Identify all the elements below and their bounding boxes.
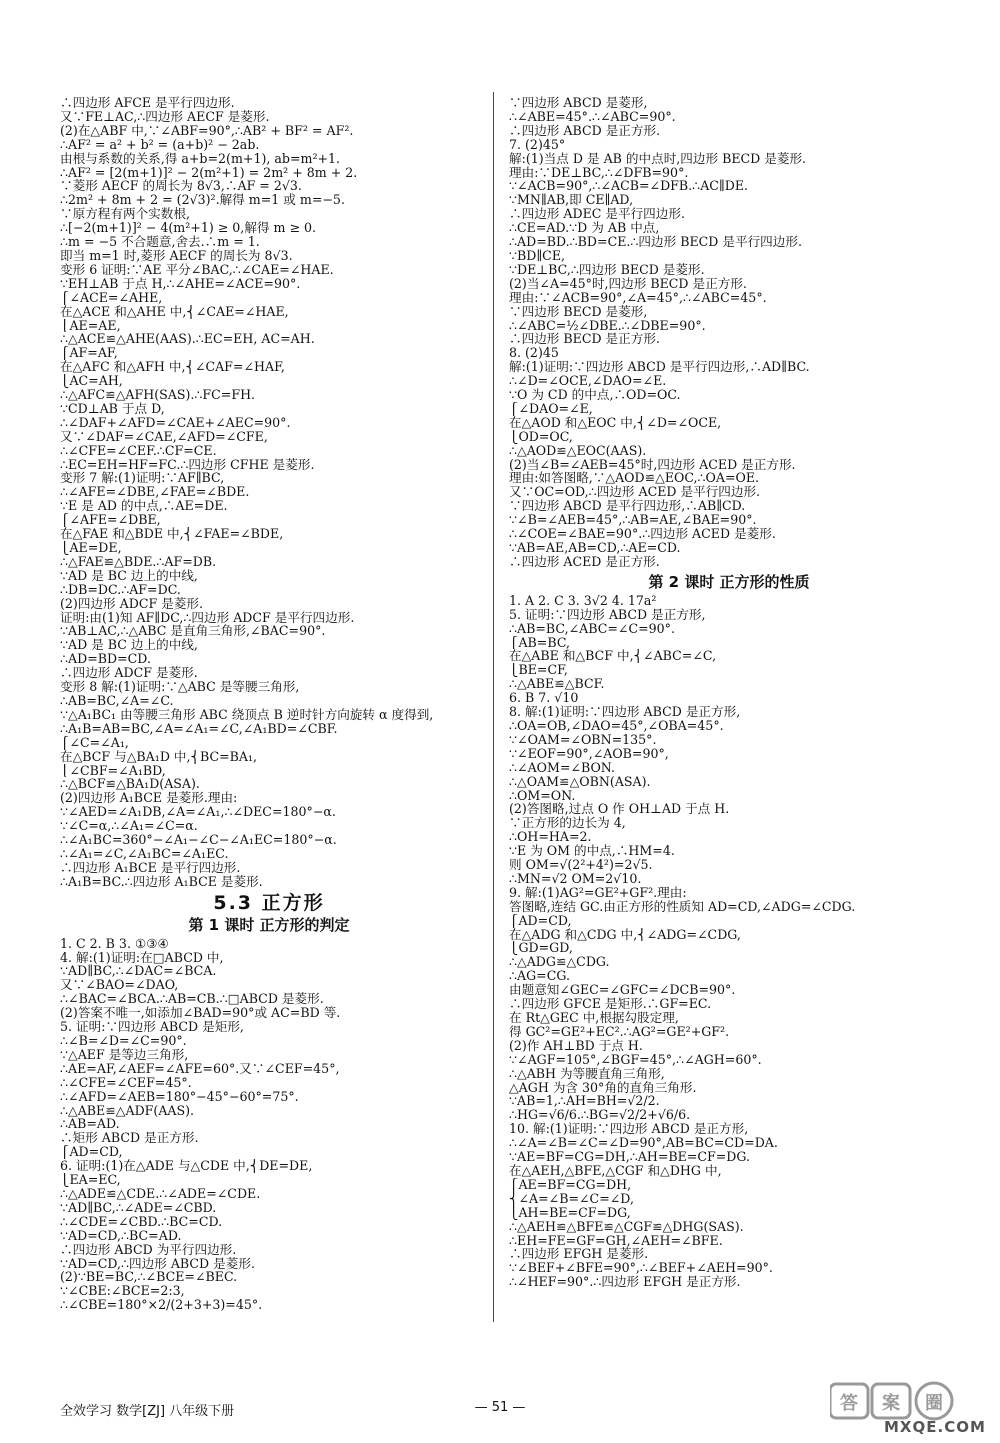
solution-line: ∵正方形的边长为 4, xyxy=(509,816,626,831)
solution-line: ∴2m² + 8m + 2 = (2√3)².解得 m=1 或 m=−5. xyxy=(60,193,345,208)
footer-book-title: 全效学习 数学[ZJ] 八年级下册 xyxy=(60,1404,235,1419)
watermark-char: 答 xyxy=(840,1393,858,1414)
solution-line: ∵菱形 AECF 的周长为 8√3,∴AF = 2√3. xyxy=(60,179,302,194)
solution-line: ∴△AFC≌△AFH(SAS).∴FC=FH. xyxy=(60,388,256,402)
solution-line: 理由:∵∠ACB=90°,∠A=45°,∴∠ABC=45°. xyxy=(509,290,767,305)
solution-line: 变形 8 解:(1)证明:∵△ABC 是等腰三角形, xyxy=(60,680,300,694)
solution-line: ∴四边形 AFCE 是平行四边形. xyxy=(60,96,235,110)
lesson-2-title: 第 2 课时 正方形的性质 xyxy=(648,572,810,591)
solution-line: 由根与系数的关系,得 a+b=2(m+1), ab=m²+1. xyxy=(60,151,341,166)
solution-line: 理由:∵DE⊥BC,∴∠DFB=90°. xyxy=(509,165,689,180)
solution-line: ∴矩形 ABCD 是正方形. xyxy=(60,1131,199,1146)
solution-line: ∴△ABE≌△BCF. xyxy=(509,677,605,692)
solution-line: ∴∠A₁=∠C,∠A₁BC=∠A₁EC. xyxy=(60,846,229,861)
solution-line: 6. 证明:(1)在△ADE 与△CDE 中,⎨DE=DE, xyxy=(60,1159,313,1174)
right-solutions-a xyxy=(509,96,949,569)
solution-line: ∴△AOD≌△EOC(AAS). xyxy=(509,443,647,458)
solution-line: ∵∠AGF=105°,∠BGF=45°,∴∠AGH=60°. xyxy=(509,1052,762,1067)
watermark-logo-chars xyxy=(840,1392,943,1414)
solution-line: ∵AB⊥AC,∴△ABC 是直角三角形,∠BAC=90°. xyxy=(60,624,326,639)
solution-line: (2)当∠B=∠AEB=45°时,四边形 ACED 是正方形. xyxy=(509,457,796,472)
solution-line: ∴△ACE≌△AHE(AAS).∴EC=EH, AC=AH. xyxy=(60,332,315,347)
solution-line: ∴DB=DC.∴AF=DC. xyxy=(60,582,181,597)
solution-line: 又∵∠BAO=∠DAO, xyxy=(60,978,179,993)
solution-line: ∴A₁B=BC.∴四边形 A₁BCE 是菱形. xyxy=(60,874,263,889)
solution-line: ⎩OD=OC, xyxy=(509,429,573,444)
solution-line: 在△AFC 和△AFH 中,⎨∠CAF=∠HAF, xyxy=(60,360,285,375)
footer-page-number: — 51 — xyxy=(474,1400,526,1415)
solution-line: ∴AF² = [2(m+1)]² − 2(m²+1) = 2m² + 8m + 2. xyxy=(60,165,358,180)
solution-line: ∵CD⊥AB 于点 D, xyxy=(60,401,165,416)
watermark-char: 案 xyxy=(882,1393,900,1414)
solution-line: 10. 解:(1)证明:∵四边形 ABCD 是正方形, xyxy=(509,1122,749,1137)
column-divider xyxy=(493,92,494,1322)
solution-line: ∴∠ABE=45°.∴∠ABC=90°. xyxy=(509,109,676,124)
solution-line: ∴A₁B=AB=BC,∠A=∠A₁=∠C,∠A₁BD=∠CBF. xyxy=(60,721,338,736)
solution-line: ∴四边形 ADEC 是平行四边形. xyxy=(509,207,685,222)
solution-line: ∴∠ABC=½∠DBE.∴∠DBE=90°. xyxy=(509,318,706,333)
solution-line: ⎧AD=CD, xyxy=(509,913,572,928)
solution-line: 8. 解:(1)证明:∵四边形 ABCD 是正方形, xyxy=(509,705,741,719)
solution-line: ∴CE=AD.∵D 为 AB 中点, xyxy=(509,221,660,236)
solution-line: ⎩AE=DE, xyxy=(60,541,122,555)
solution-line: ∵AD∥BC,∴∠DAC=∠BCA. xyxy=(60,964,217,979)
solution-line: ⎧AD=CD, xyxy=(60,1145,123,1160)
solution-line: 在△FAE 和△BDE 中,⎨∠FAE=∠BDE, xyxy=(60,527,284,541)
solution-line: 则 OM=√(2²+4²)=2√5. xyxy=(509,858,653,872)
solution-line: ⎧AE=BF=CG=DH, xyxy=(509,1177,632,1192)
solution-line: 变形 7 解:(1)证明:∵AF∥BC, xyxy=(60,471,225,486)
solution-line: ⎨∠A=∠B=∠C=∠D, xyxy=(509,1191,634,1206)
solution-line: 在△ABE 和△BCF 中,⎨∠ABC=∠C, xyxy=(509,649,717,664)
solution-line: ⎩AE=AE, xyxy=(60,318,121,333)
solution-line: ∴△ADE≌△CDE.∴∠ADE=∠CDE. xyxy=(60,1186,261,1201)
solution-line: 在△ACE 和△AHE 中,⎨∠CAE=∠HAE, xyxy=(60,304,289,319)
solution-line: ⎩BE=CF, xyxy=(509,663,568,678)
solution-line: ∵AB=1,∴AH=BH=√2/2. xyxy=(509,1094,660,1109)
solution-line: (2)四边形 ADCF 是菱形. xyxy=(60,596,203,611)
solution-line: ∵AE=BF=CG=DH,∴AH=BE=CF=DG. xyxy=(509,1150,751,1164)
solution-line: ∴AE=AF,∠AEF=∠AFE=60°.又∵∠CEF=45°, xyxy=(60,1061,340,1076)
solution-line: ∵四边形 BECD 是菱形, xyxy=(509,304,648,319)
solution-line: ∴四边形 ABCD 为平行四边形. xyxy=(60,1242,237,1257)
solution-line: ∴△OAM≌△OBN(ASA). xyxy=(509,774,651,789)
solution-line: ∴△ABH 为等腰直角三角形, xyxy=(509,1066,665,1081)
solution-line: △AGH 为含 30°角的直角三角形. xyxy=(509,1080,697,1095)
solution-line: ∴AG=CG. xyxy=(509,969,570,984)
solution-line: 在 Rt△GEC 中,根据勾股定理, xyxy=(509,1011,679,1025)
solution-line: 9. 解:(1)AG²=GE²+GF².理由: xyxy=(509,885,687,900)
solution-line: ∵BD∥CE, xyxy=(509,248,566,263)
solution-line: ∴AD=BD.∴BD=CE.∴四边形 BECD 是平行四边形. xyxy=(509,235,802,249)
solution-line: ∵∠ACB=90°,∴∠ACB=∠DFB.∴AC∥DE. xyxy=(509,179,749,194)
solution-line: (2)在△ABF 中,∵∠ABF=90°,∴AB² + BF² = AF². xyxy=(60,123,354,138)
solution-line: ⎧∠AFE=∠DBE, xyxy=(60,513,161,528)
solution-line: ∵O 为 CD 的中点,∴OD=OC. xyxy=(509,388,681,402)
solution-line: ⎧∠ACE=∠AHE, xyxy=(60,290,163,305)
solution-line: ⎧AF=AF, xyxy=(60,346,118,361)
solution-line: ∵∠OAM=∠OBN=135°. xyxy=(509,732,657,747)
solution-line: 4. 解:(1)证明:在□ABCD 中, xyxy=(60,950,224,965)
solution-line: 1. A 2. C 3. 3√2 4. 17a² xyxy=(509,593,657,608)
solution-line: ⎩AC=AH, xyxy=(60,374,123,389)
solution-line: ∴四边形 ACED 是正方形. xyxy=(509,554,660,569)
solution-line: ∴△ADG≌△CDG. xyxy=(509,955,610,970)
solution-line: ∴△AEH≌△BFE≌△CGF≌△DHG(SAS). xyxy=(509,1219,744,1234)
solution-line: 7. (2)45° xyxy=(509,137,566,152)
solution-line: 在△BCF 与△BA₁D 中,⎨BC=BA₁, xyxy=(60,749,258,764)
solution-line: ∴∠B=∠D=∠C=90°. xyxy=(60,1034,187,1048)
solution-line: ∴OH=HA=2. xyxy=(509,830,592,845)
watermark-url: MXQE.COM xyxy=(884,1418,986,1436)
solution-line: ∴∠COE=∠BAE=90°.∴四边形 ACED 是菱形. xyxy=(509,527,776,541)
solution-line: ⎩GD=GD, xyxy=(509,941,573,956)
solution-line: ∵∠AED=∠A₁DB,∠A=∠A₁,∴∠DEC=180°−α. xyxy=(60,805,336,820)
solution-line: 得 GC²=GE²+EC².∴AG²=GE²+GF². xyxy=(509,1024,730,1039)
solution-line: ⎩AH=BE=CF=DG, xyxy=(509,1205,631,1220)
solution-line: ∵∠C=α,∴∠A₁=∠C=α. xyxy=(60,819,198,834)
solution-line: 又∵OC=OD,∴四边形 ACED 是平行四边形. xyxy=(509,485,761,500)
lesson-1-solutions xyxy=(60,937,478,1312)
right-solutions-b xyxy=(509,594,949,1289)
solution-line: (2)作 AH⊥BD 于点 H. xyxy=(509,1038,643,1053)
solution-line: 答图略,连结 GC.由正方形的性质知 AD=CD,∠ADG=∠CDG. xyxy=(509,899,856,914)
section-title: 5.3 正方形 xyxy=(213,891,325,914)
solution-line: ∴∠HEF=90°.∴四边形 EFGH 是正方形. xyxy=(509,1275,741,1290)
solution-line: 5. 证明:∵四边形 ABCD 是正方形, xyxy=(509,607,706,622)
solution-line: ∵AB=AE,AB=CD,∴AE=CD. xyxy=(509,541,681,555)
solution-line: 在△AOD 和△EOC 中,⎨∠D=∠OCE, xyxy=(509,415,722,430)
solution-line: 又∵FE⊥AC,∴四边形 AECF 是菱形. xyxy=(60,109,270,124)
solution-line: (2)答案不唯一,如添加∠BAD=90°或 AC=BD 等. xyxy=(60,1006,341,1021)
solution-line: 6. B 7. √10 xyxy=(509,691,579,706)
solution-line: ∵E 是 AD 的中点,∴AE=DE. xyxy=(60,499,228,514)
solution-line: ∵AD∥BC,∴∠ADE=∠CBD. xyxy=(60,1200,217,1215)
solution-line: 解:(1)当点 D 是 AB 的中点时,四边形 BECD 是菱形. xyxy=(509,151,807,166)
solution-line: ∵∠B=∠AEB=45°,∴AB=AE,∠BAE=90°. xyxy=(509,513,757,528)
solution-line: ⎩∠CBF=∠A₁BD, xyxy=(60,763,166,778)
solution-line: ∴AD=BD=CD. xyxy=(60,652,151,667)
solution-line: 1. C 2. B 3. ①③④ xyxy=(60,936,169,951)
solution-line: ∴∠BAC=∠BCA.∴AB=CB.∴□ABCD 是菱形. xyxy=(60,992,324,1007)
solution-line: ∵∠EOF=90°,∠AOB=90°, xyxy=(509,746,669,761)
solution-line: ∴四边形 BECD 是正方形. xyxy=(509,332,660,347)
solution-line: ∵原方程有两个实数根, xyxy=(60,207,190,222)
solution-line: ∴△FAE≌△BDE.∴AF=DB. xyxy=(60,554,217,569)
solution-line: ⎧∠DAO=∠E, xyxy=(509,401,593,416)
solution-line: ∴OM=ON. xyxy=(509,788,576,803)
solution-line: ∵△A₁BC₁ 由等腰三角形 ABC 绕顶点 B 逆时针方向旋转 α 度得到, xyxy=(60,707,434,722)
solution-line: 8. (2)45 xyxy=(509,346,559,361)
solution-line: ∴[−2(m+1)]² − 4(m²+1) ≥ 0,解得 m ≥ 0. xyxy=(60,221,317,236)
solution-line: ∴m = −5 不合题意,舍去.∴m = 1. xyxy=(60,235,260,249)
solution-line: 即当 m=1 时,菱形 AECF 的周长为 8√3. xyxy=(60,248,293,263)
solution-line: ⎧∠C=∠A₁, xyxy=(60,735,129,750)
solution-line: ⎩EA=EC, xyxy=(60,1173,121,1187)
solution-line: ∵DE⊥BC,∴四边形 BECD 是菱形. xyxy=(509,262,705,277)
solution-line: ∴EC=EH=HF=FC.∴四边形 CFHE 是菱形. xyxy=(60,457,315,472)
solution-line: (2)四边形 A₁BCE 是菱形.理由: xyxy=(60,791,238,806)
solution-line: ∵EH⊥AB 于点 H,∴∠AHE=∠ACE=90°. xyxy=(60,276,301,291)
solution-line: ∴MN=√2 OM=2√10. xyxy=(509,871,642,886)
solution-line: ∵AD=CD,∴BC=AD. xyxy=(60,1228,182,1243)
solution-line: 由题意知∠GEC=∠GFC=∠DCB=90°. xyxy=(509,983,736,998)
solution-line: ∵四边形 ABCD 是平行四边形,∴AB∥CD. xyxy=(509,499,746,514)
left-column xyxy=(60,96,478,1312)
solution-line: ∴∠AFE=∠DBE,∠FAE=∠BDE. xyxy=(60,485,250,500)
solution-line: ∴∠A₁BC=360°−∠A₁−∠C−∠A₁EC=180°−α. xyxy=(60,833,337,847)
solution-line: ∵AD 是 BC 边上的中线, xyxy=(60,638,198,653)
solution-line: ∴∠AFD=∠AEB=180°−45°−60°=75°. xyxy=(60,1089,299,1104)
solution-line: ∴∠A=∠B=∠C=∠D=90°,AB=BC=CD=DA. xyxy=(509,1136,778,1151)
solution-line: 理由:如答图略,∵△AOD≌△EOC,∴OA=OE. xyxy=(509,471,760,486)
solution-line: ∴∠CFE=∠CEF=45°. xyxy=(60,1075,192,1090)
lesson-1-title: 第 1 课时 正方形的判定 xyxy=(188,915,350,934)
solution-line: ∴HG=√6/6.∴BG=√2/2+√6/6. xyxy=(509,1108,691,1123)
solution-line: 解:(1)证明:∵四边形 ABCD 是平行四边形,∴AD∥BC. xyxy=(509,360,810,375)
solution-line: ∵E 为 OM 的中点,∴HM=4. xyxy=(509,844,675,859)
solution-line: ∵AD 是 BC 边上的中线, xyxy=(60,568,198,583)
solution-line: ∴四边形 A₁BCE 是平行四边形. xyxy=(60,860,241,875)
solution-line: 变形 6 证明:∵AE 平分∠BAC,∴∠CAE=∠HAE. xyxy=(60,262,334,277)
solution-line: ∴AB=BC,∠ABC=∠C=90°. xyxy=(509,621,675,636)
solution-line: ∵∠BEF+∠BFE=90°,∴∠BEF+∠AEH=90°. xyxy=(509,1261,773,1276)
solution-line: ∴∠DAF+∠AFD=∠CAE+∠AEC=90°. xyxy=(60,415,291,430)
solution-line: ∴OA=OB,∠DAO=45°,∠OBA=45°. xyxy=(509,718,724,733)
solution-line: ∴EH=FE=GF=GH,∠AEH=∠BFE. xyxy=(509,1233,723,1248)
solution-line: ∵△AEF 是等边三角形, xyxy=(60,1047,189,1062)
solution-line: ∴∠AOM=∠BON. xyxy=(509,760,616,775)
solution-line: ∴∠CBE=180°×2/(2+3+3)=45°. xyxy=(60,1298,263,1313)
right-column xyxy=(509,96,949,1289)
solution-line: 5. 证明:∵四边形 ABCD 是矩形, xyxy=(60,1020,244,1034)
solution-line: 证明:由(1)知 AF∥DC,∴四边形 ADCF 是平行四边形. xyxy=(60,610,355,625)
solution-line: ∴四边形 EFGH 是菱形. xyxy=(509,1247,649,1262)
solution-line: ∵∠CBE:∠BCE=2:3, xyxy=(60,1284,185,1299)
solution-line: 又∵∠DAF=∠CAE,∠AFD=∠CFE, xyxy=(60,429,268,444)
left-solutions xyxy=(60,96,478,889)
solution-line: (2)当∠A=45°时,四边形 BECD 是正方形. xyxy=(509,276,747,291)
solution-line: 在△ADG 和△CDG 中,⎨∠ADG=∠CDG, xyxy=(509,927,741,942)
solution-line: ∴AB=BC,∠A=∠C. xyxy=(60,693,174,708)
solution-line: (2)∵BE=BC,∴∠BCE=∠BEC. xyxy=(60,1270,238,1285)
solution-line: (2)答图略,过点 O 作 OH⊥AD 于点 H. xyxy=(509,802,730,817)
solution-line: ∴AF² = a² + b² = (a+b)² − 2ab. xyxy=(60,137,260,152)
solution-line: ∴△ABE≌△ADF(AAS). xyxy=(60,1103,195,1118)
solution-line: ∴四边形 ABCD 是正方形. xyxy=(509,123,661,138)
solution-line: ∵MN∥AB,即 CE∥AD, xyxy=(509,193,634,208)
solution-line: ∴∠D=∠OCE,∠DAO=∠E. xyxy=(509,374,667,389)
solution-line: 在△AEH,△BFE,△CGF 和△DHG 中, xyxy=(509,1163,722,1178)
solution-line: ∴AB=AD. xyxy=(60,1117,120,1132)
solution-line: ∴四边形 ADCF 是菱形. xyxy=(60,666,198,681)
solution-line: ∵AD=CD,∴四边形 ABCD 是菱形. xyxy=(60,1256,255,1271)
solution-line: ∴∠CDE=∠CBD.∴BC=CD. xyxy=(60,1214,223,1229)
solution-line: ∵四边形 ABCD 是菱形, xyxy=(509,96,648,110)
solution-line: ∴四边形 GFCE 是矩形.∴GF=EC. xyxy=(509,997,712,1011)
watermark-char: 圈 xyxy=(925,1393,943,1414)
solution-line: ∴△BCF≌△BA₁D(ASA). xyxy=(60,777,200,792)
solution-line: ⎧AB=BC, xyxy=(509,635,571,650)
solution-line: ∴∠CFE=∠CEF.∴CF=CE. xyxy=(60,443,217,458)
